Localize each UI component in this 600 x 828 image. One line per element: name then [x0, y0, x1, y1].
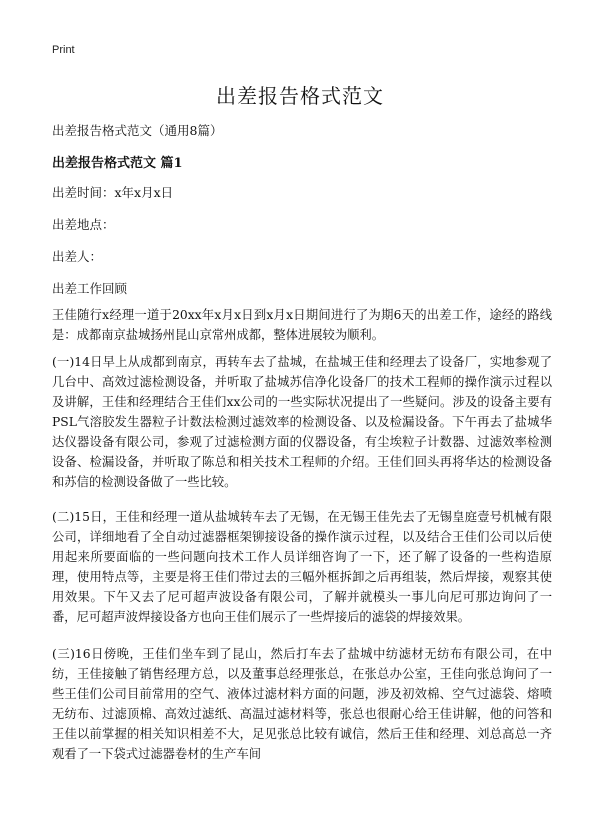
- section-heading: 出差报告格式范文 篇1: [52, 156, 183, 171]
- trip-time-field: 出差时间：x年x月x日: [52, 185, 174, 200]
- paragraph-day-16: (三)16日傍晚，王佳们坐车到了昆山，然后打车去了盐城中纺滤材无纺布有限公司，在中纺，王佳接触了销售经理方总，以及董事总经理张总，在张总办公室，王佳向张总询问了一些王佳们公司目前常用的空气、液体过滤材料方面的问题，涉及初效棉、空气过滤袋、熔喷无纺布、过滤顶棉、高效过滤纸、高温过滤材料等，张总也很耐心给王佳讲解，他的问答和王佳以前掌握的相关知识相差不大，足见张总比较有诚信，然后王佳和经理、刘总高总一齐观看了一下袋式过滤器卷材的生产车间: [52, 647, 552, 761]
- paragraph-day-14: (一)14日早上从成都到南京，再转车去了盐城，在盐城王佳和经理去了设备厂，实地参观了几台中、高效过滤检测设备，并听取了盐城苏信净化设备厂的技术工程师的操作演示过程以及讲解，王佳和经理结合王佳们xx公司的一些实际状况提出了一些疑问。涉及的设备主要有PSL气溶胶发生器粒子计数法检测过滤效率的检测设备、以及检漏设备。下午再去了盐城华达仪器设备有限公司，参观了过滤检测方面的仪器设备，有尘埃粒子计数器、过滤效率检测设备、检漏设备，并听取了陈总和相关技术工程师的介绍。王佳们回头再将华达的检测设备和苏信的检测设备做了一些比较。: [52, 355, 552, 489]
- trip-location-field: 出差地点：: [52, 217, 115, 232]
- trip-people-field: 出差人：: [52, 249, 103, 264]
- work-review-heading: 出差工作回顾: [52, 281, 128, 296]
- paragraph-day-15: (二)15日，王佳和经理一道从盐城转车去了无锡，在无锡王佳先去了无锡皇庭壹号机械有限公司，详细地看了全自动过滤器框架铆接设备的操作演示过程，以及结合王佳们公司以后使用起来所要面临的一些问题向技术工作人员详细咨询了一下，还了解了设备的一些构造原理，使用特点等，主要是将王佳们带过去的三幅外框拆卸之后再组装，然后焊接，观察其使用效果。下午又去了尼可超声波设备有限公司，了解并就模头一事儿向尼可那边询问了一番，尼可超声波焊接设备方也向王佳们展示了一些焊接后的滤袋的焊接效果。: [52, 510, 552, 624]
- paragraph-intro: 王佳随行x经理一道于20xx年x月x日到x月x日期间进行了为期6天的出差工作，途经的路线是：成都南京盐城扬州昆山京常州成都，整体进展较为顺利。: [52, 308, 552, 342]
- document-subtitle: 出差报告格式范文（通用8篇）: [52, 123, 223, 138]
- print-label: Print: [52, 44, 75, 56]
- page-title: 出差报告格式范文: [216, 84, 384, 108]
